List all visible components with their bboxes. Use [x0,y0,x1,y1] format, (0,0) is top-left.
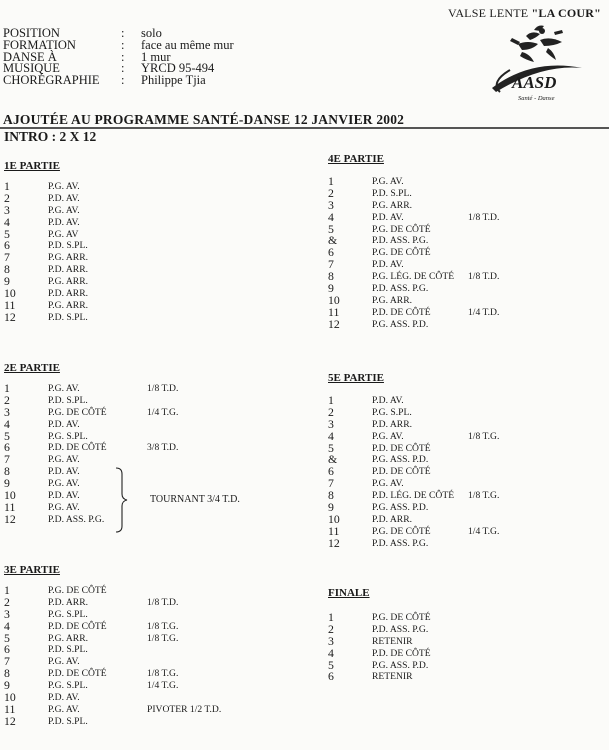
step-move: P.G. ASS. P.D. [372,659,429,671]
step-row [4,713,221,728]
info-label: CHORÉGRAPHIE [3,73,100,88]
step-move: P.G. DE CÔTÉ [372,525,431,537]
step-number: 8 [328,488,334,503]
info-label: FORMATION [3,37,76,52]
step-move: P.D. S.PL. [48,240,88,252]
step-number: 7 [4,654,10,669]
step-number: 8 [4,464,10,479]
info-label: DANSE À [3,49,57,64]
step-row [328,428,500,443]
step-row [328,478,499,490]
step-move: P.G. ARR. [372,199,412,211]
step-row [4,297,147,312]
step-row [328,209,500,224]
step-move: P.G. AV. [48,501,80,513]
step-move: P.D. LÉG. DE CÔTÉ [372,490,455,502]
section-p3 [4,564,221,728]
step-number: 5 [328,440,334,455]
section-title: 5E PARTIE [328,372,384,384]
step-number: 7 [328,476,334,491]
step-number: 12 [4,511,16,526]
step-list [4,181,147,324]
step-number: 5 [4,630,10,645]
step-number: 8 [4,666,10,681]
step-move: P.G. AV. [48,204,80,216]
step-move: P.G. DE CÔTÉ [372,247,431,259]
step-turn: 1/4 T.G. [147,406,179,418]
program-line: AJOUTÉE AU PROGRAMME SANTÉ-DANSE 12 JANVIER 2002 [3,112,405,127]
section-title: 2E PARTIE [4,362,60,374]
step-number: 6 [4,238,10,253]
step-move: P.D. DE CÔTÉ [48,668,107,680]
step-number: 1 [328,610,334,624]
step-number: 4 [4,416,10,431]
brace-icon [114,467,128,533]
step-row [4,668,221,680]
step-row [328,221,499,236]
step-move: P.G. DE CÔTÉ [48,585,107,596]
step-turn: 1/4 T.G. [468,525,500,537]
intro-line: INTRO : 2 X 12 [4,129,97,144]
section-p4 [328,153,499,331]
brace-note: TOURNANT 3/4 T.D. [150,494,240,505]
step-turn: 1/8 T.D. [147,383,179,394]
step-row [328,523,500,538]
step-row [4,466,178,478]
step-number: 10 [328,292,340,307]
dance-title [448,6,601,21]
step-move: P.G. ASS. P.D. [372,318,429,330]
info-separator: : [121,73,125,88]
step-move: P.G. AV. [48,454,80,466]
step-move: P.D. ASS. P.G. [48,513,105,525]
step-move: P.D. AV. [372,211,404,223]
info-label: POSITION [3,26,60,40]
step-number: & [328,452,338,467]
step-number: 6 [4,642,10,657]
step-number: 6 [328,464,334,479]
step-move: P.G. AV. [48,383,80,394]
step-row [328,292,499,307]
dance-title-prefix: VALSE LENTE [448,6,529,20]
step-number: 12 [4,713,16,728]
step-row [328,633,468,648]
step-number: 10 [4,286,16,301]
step-number: 11 [4,297,16,312]
step-move: P.D. ASS. P.G. [372,537,429,549]
step-move: P.G. ARR. [48,276,88,288]
step-number: 2 [328,185,334,200]
step-turn: 3/8 T.D. [147,442,179,454]
step-number: 3 [4,606,10,621]
step-move: P.G. DE CÔTÉ [48,406,107,418]
step-move: P.D. S.PL. [48,311,88,323]
step-row [4,428,178,443]
step-number: 4 [328,209,334,224]
dance-title-name: "LA COUR" [531,6,601,20]
section-title: 3E PARTIE [4,564,60,576]
step-number: 8 [328,269,334,284]
info-separator: : [121,26,125,40]
step-row [328,197,499,212]
step-row [4,288,147,300]
step-row [328,454,499,466]
step-turn: 1/8 T.G. [468,430,500,442]
logo-subtext: Santé - Danse [518,95,555,102]
info-separator: : [121,49,125,64]
step-move: P.G. AV. [48,478,80,490]
step-row [328,621,468,636]
section-p1 [4,160,147,324]
step-row [328,235,499,247]
step-row [328,466,499,478]
step-turn: 1/8 T.G. [147,632,179,644]
step-number: 6 [328,669,334,684]
step-move: P.G. AV. [372,430,404,442]
step-number: 11 [328,523,340,538]
step-row [4,630,221,645]
step-number: 9 [328,500,334,515]
step-number: 11 [4,499,16,514]
step-number: 5 [4,226,10,241]
step-number: 2 [328,621,334,636]
step-row [4,680,221,692]
step-number: 5 [328,657,334,672]
step-move: P.D. AV. [48,692,80,704]
step-number: 2 [4,190,10,205]
step-number: 5 [4,428,10,443]
step-move: P.D. ARR. [48,596,88,608]
info-separator: : [121,37,125,52]
step-turn: 1/8 T.G. [147,620,179,632]
step-move: P.G. S.PL. [372,406,412,418]
step-row [328,490,499,502]
step-number: & [328,233,338,248]
step-move: P.D. DE CÔTÉ [48,442,107,454]
step-row [4,181,147,193]
step-number: 8 [4,262,10,277]
step-number: 12 [4,309,16,324]
step-move: P.G. S.PL. [48,430,88,442]
step-move: P.D. DE CÔTÉ [372,466,431,478]
step-move: P.D. ASS. P.G. [372,283,429,295]
step-number: 3 [328,197,334,212]
aasd-logo [478,22,590,106]
step-number: 6 [328,245,334,260]
step-row [328,283,499,295]
step-move: P.D. AV. [372,259,404,271]
step-number: 3 [4,202,10,217]
step-row [4,442,178,454]
step-move: P.G. DE CÔTÉ [372,612,431,623]
section-title: 1E PARTIE [4,160,60,172]
step-row [4,618,221,633]
step-move: P.D. S.PL. [48,644,88,656]
step-number: 12 [328,316,340,331]
section-p5 [328,372,499,550]
step-move: P.G. AV. [372,176,404,187]
step-number: 9 [328,281,334,296]
info-value: YRCD 95-494 [141,61,215,76]
step-row [4,644,221,656]
step-number: 1 [328,174,334,188]
step-move: P.D. DE CÔTÉ [372,442,431,454]
step-row [328,511,499,526]
step-row [4,392,178,407]
step-row [328,612,468,624]
step-move: P.G. LÉG. DE CÔTÉ [372,271,455,283]
step-row [4,701,222,716]
step-number: 6 [4,440,10,455]
step-number: 7 [328,257,334,272]
step-row [328,185,499,200]
step-row [4,383,178,395]
step-move: P.G. ASS. P.D. [372,454,429,466]
step-row [328,395,499,407]
step-move: P.D. S.PL. [48,394,88,406]
step-move: P.D. DE CÔTÉ [372,647,431,659]
step-move: RETENIR [372,635,413,647]
step-move: P.G. AV. [48,703,80,715]
step-move: RETENIR [372,671,413,683]
logo-text: AASD [512,73,557,92]
info-row-choregraphie [3,75,234,87]
step-move: P.D. ASS. P.G. [372,623,429,635]
step-number: 9 [4,274,10,289]
step-number: 9 [4,476,10,491]
step-turn: 1/8 T.D. [468,211,500,223]
step-turn: 1/8 T.G. [147,668,179,680]
step-number: 3 [4,404,10,419]
step-move: P.D. DE CÔTÉ [48,620,107,632]
step-number: 4 [328,645,334,660]
step-number: 1 [328,393,334,407]
step-number: 1 [4,381,10,395]
step-row [4,276,147,288]
step-row [4,511,178,526]
info-value: 1 mur [141,49,171,64]
step-number: 1 [4,179,10,193]
info-label: MUSIQUE [3,61,60,76]
step-row [4,404,179,419]
step-row [4,240,147,252]
step-turn: 1/8 T.G. [468,490,500,502]
step-row [4,606,221,621]
step-move: P.D. S.PL. [48,715,88,727]
step-number: 4 [4,214,10,229]
step-row [4,309,147,324]
step-turn: 1/4 T.G. [147,680,179,692]
step-row [328,416,499,431]
step-move: P.D. ARR. [372,418,412,430]
step-number: 11 [4,701,16,716]
step-row [4,416,178,431]
step-move: P.D. ARR. [372,513,412,525]
step-row [4,226,147,241]
step-turn: 1/4 T.D. [468,306,500,318]
step-turn: 1/8 T.D. [147,596,179,608]
step-number: 9 [4,678,10,693]
step-row [328,645,468,660]
step-row [4,454,178,466]
step-move: P.D. AV. [48,418,80,430]
step-move: P.G. S.PL. [48,608,88,620]
step-move: P.G. ASS. P.D. [372,502,429,514]
step-move: P.G. AV. [372,478,404,490]
step-move: P.G. ARR. [372,294,412,306]
step-row [4,214,147,229]
step-number: 7 [4,250,10,265]
info-value: face au même mur [141,37,234,52]
step-row [4,594,221,609]
section-title: 4E PARTIE [328,153,384,165]
step-row [4,656,221,668]
step-move: P.D. S.PL. [372,187,412,199]
step-number: 10 [328,511,340,526]
step-number: 4 [4,618,10,633]
step-row [4,190,147,205]
step-row [328,671,468,683]
step-move: P.G. AV [48,228,79,240]
info-separator: : [121,61,125,76]
step-move: P.D. AV. [48,490,80,502]
step-row [328,657,468,672]
step-number: 10 [4,690,16,705]
step-list [328,395,499,550]
step-row [4,264,147,276]
dance-info [3,28,234,87]
step-move: P.G. ARR. [48,632,88,644]
step-number: 2 [328,404,334,419]
step-row [4,478,178,490]
step-number: 11 [328,304,340,319]
step-row [328,247,499,259]
step-row [328,502,499,514]
step-row [4,692,221,704]
step-turn: 1/8 T.D. [468,271,500,283]
step-move: P.G. ARR. [48,299,88,311]
step-move: P.D. ARR. [48,264,88,276]
step-number: 2 [4,594,10,609]
step-row [328,259,499,271]
step-row [328,316,499,331]
step-row [4,585,221,597]
step-row [328,404,499,419]
step-row [4,252,147,264]
step-number: 2 [4,392,10,407]
step-number: 5 [328,221,334,236]
step-row [328,440,499,455]
step-row [328,535,499,550]
step-number: 1 [4,583,10,597]
step-row [328,271,499,283]
step-list [4,585,221,728]
step-move: P.D. AV. [48,192,80,204]
step-move: P.D. AV. [372,395,404,406]
step-list [328,612,468,683]
step-number: 3 [328,416,334,431]
step-list [328,176,499,331]
step-move: P.G. DE CÔTÉ [372,223,431,235]
step-move: P.D. AV. [48,216,80,228]
step-move: P.D. ARR. [48,288,88,300]
step-move: P.D. DE CÔTÉ [372,306,431,318]
step-turn: PIVOTER 1/2 T.D. [147,703,222,715]
step-move: P.G. S.PL. [48,680,88,692]
step-move: P.G. AV. [48,181,80,192]
step-number: 10 [4,488,16,503]
step-number: 7 [4,452,10,467]
section-title: FINALE [328,587,370,599]
step-row [328,176,499,188]
step-number: 12 [328,535,340,550]
step-number: 3 [328,633,334,648]
step-row [328,304,500,319]
step-number: 4 [328,428,334,443]
step-move: P.D. AV. [48,466,80,478]
step-move: P.G. ARR. [48,252,88,264]
info-value: Philippe Tjia [141,73,206,88]
step-move: P.D. ASS. P.G. [372,235,429,247]
step-row [4,202,147,217]
step-move: P.G. AV. [48,656,80,668]
info-value: solo [141,26,162,40]
section-finale [328,587,468,683]
